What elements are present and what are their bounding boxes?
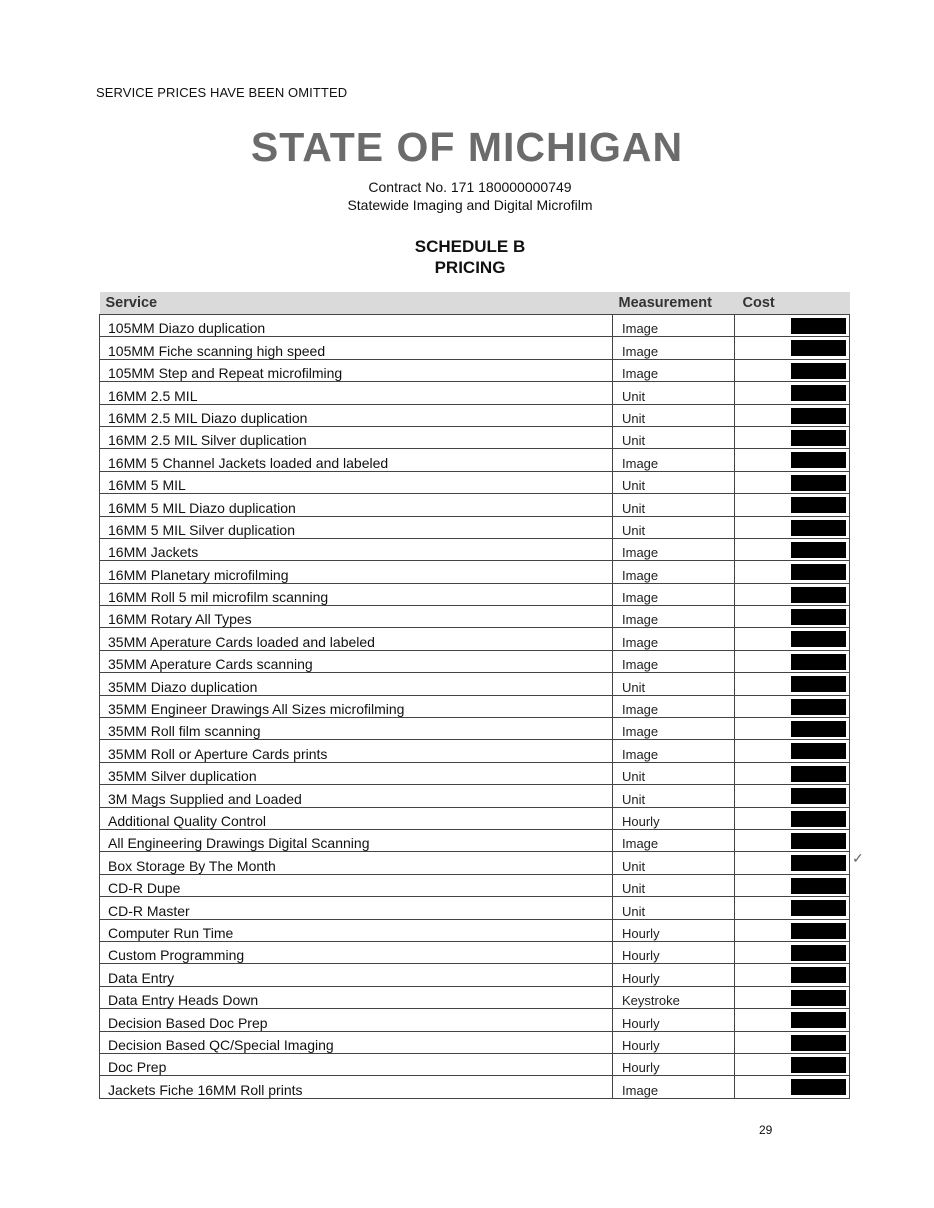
service-cell: Additional Quality Control (100, 807, 613, 829)
cost-cell (735, 494, 850, 516)
cost-cell (735, 718, 850, 740)
cost-cell (735, 315, 850, 337)
service-cell: Doc Prep (100, 1053, 613, 1075)
service-cell: 16MM 5 MIL (100, 471, 613, 493)
redaction-block (791, 631, 846, 647)
service-cell: Data Entry (100, 964, 613, 986)
measurement-cell: Image (613, 359, 735, 381)
redaction-block (791, 923, 846, 939)
redaction-block (791, 676, 846, 692)
table-row (100, 718, 850, 740)
cost-cell (735, 337, 850, 359)
service-cell: 35MM Engineer Drawings All Sizes microfilming (100, 695, 613, 717)
cost-cell (735, 359, 850, 381)
redaction-block (791, 766, 846, 782)
service-cell: 16MM Roll 5 mil microfilm scanning (100, 583, 613, 605)
redaction-block (791, 878, 846, 894)
redaction-block (791, 833, 846, 849)
cost-cell (735, 382, 850, 404)
measurement-cell: Hourly (613, 964, 735, 986)
cost-cell (735, 606, 850, 628)
measurement-cell: Image (613, 337, 735, 359)
contract-subtitle: Statewide Imaging and Digital Microfilm (347, 197, 593, 213)
measurement-cell: Unit (613, 874, 735, 896)
service-cell: All Engineering Drawings Digital Scanning (100, 829, 613, 851)
table-row (100, 785, 850, 807)
redaction-block (791, 855, 846, 871)
redaction-block (791, 967, 846, 983)
table-header-row (100, 292, 850, 315)
table-row (100, 516, 850, 538)
table-row (100, 695, 850, 717)
redaction-block (791, 1035, 846, 1051)
cost-cell (735, 852, 850, 874)
redaction-block (791, 520, 846, 536)
pricing-table (99, 292, 850, 1099)
service-cell: 16MM 2.5 MIL (100, 382, 613, 404)
service-cell: Computer Run Time (100, 919, 613, 941)
measurement-cell: Hourly (613, 1053, 735, 1075)
service-cell: 16MM 2.5 MIL Silver duplication (100, 426, 613, 448)
table-row (100, 561, 850, 583)
service-cell: Box Storage By The Month (100, 852, 613, 874)
table-row (100, 673, 850, 695)
table-row (100, 897, 850, 919)
cost-cell (735, 1009, 850, 1031)
redaction-block (791, 497, 846, 513)
service-cell: Decision Based Doc Prep (100, 1009, 613, 1031)
redaction-block (791, 587, 846, 603)
table-row (100, 874, 850, 896)
redaction-block (791, 408, 846, 424)
cost-cell (735, 1053, 850, 1075)
cost-cell (735, 807, 850, 829)
cost-cell (735, 1076, 850, 1098)
table-row (100, 606, 850, 628)
redaction-block (791, 340, 846, 356)
cost-cell (735, 695, 850, 717)
measurement-cell: Unit (613, 426, 735, 448)
measurement-cell: Image (613, 449, 735, 471)
measurement-cell: Unit (613, 762, 735, 784)
table-row (100, 494, 850, 516)
cost-cell (735, 941, 850, 963)
column-header-measurement: Measurement (613, 292, 735, 315)
table-row (100, 471, 850, 493)
table-row (100, 919, 850, 941)
service-cell: 3M Mags Supplied and Loaded (100, 785, 613, 807)
redaction-block (791, 788, 846, 804)
cost-cell (735, 919, 850, 941)
contract-info (0, 178, 934, 214)
table-body (100, 315, 850, 1099)
measurement-cell: Image (613, 695, 735, 717)
measurement-cell: Hourly (613, 941, 735, 963)
redaction-block (791, 452, 846, 468)
page-number: 29 (759, 1123, 773, 1137)
omission-notice: SERVICE PRICES HAVE BEEN OMITTED (96, 85, 348, 100)
redaction-block (791, 1012, 846, 1028)
measurement-cell: Keystroke (613, 986, 735, 1008)
table-row (100, 382, 850, 404)
service-cell: 35MM Diazo duplication (100, 673, 613, 695)
service-cell: 16MM 5 Channel Jackets loaded and labeled (100, 449, 613, 471)
measurement-cell: Image (613, 583, 735, 605)
service-cell: 16MM 5 MIL Diazo duplication (100, 494, 613, 516)
cost-cell (735, 404, 850, 426)
redaction-block (791, 475, 846, 491)
measurement-cell: Image (613, 650, 735, 672)
redaction-block (791, 721, 846, 737)
table-row (100, 986, 850, 1008)
service-cell: 105MM Step and Repeat microfilming (100, 359, 613, 381)
cost-cell (735, 650, 850, 672)
measurement-cell: Image (613, 561, 735, 583)
table-row (100, 1053, 850, 1075)
table-row (100, 1031, 850, 1053)
column-header-service: Service (100, 292, 613, 315)
redaction-block (791, 609, 846, 625)
redaction-block (791, 654, 846, 670)
cost-cell (735, 516, 850, 538)
cost-cell (735, 538, 850, 560)
redaction-block (791, 564, 846, 580)
redaction-block (791, 363, 846, 379)
measurement-cell: Image (613, 538, 735, 560)
service-cell: CD-R Master (100, 897, 613, 919)
service-cell: 35MM Silver duplication (100, 762, 613, 784)
table-row (100, 852, 850, 874)
table-row (100, 1009, 850, 1031)
cost-cell (735, 897, 850, 919)
redaction-block (791, 1079, 846, 1095)
cost-cell (735, 785, 850, 807)
checkmark-annotation: ✓ (852, 850, 864, 866)
measurement-cell: Unit (613, 471, 735, 493)
schedule-heading (0, 236, 934, 278)
service-cell: 35MM Roll film scanning (100, 718, 613, 740)
measurement-cell: Hourly (613, 919, 735, 941)
measurement-cell: Unit (613, 673, 735, 695)
table-row (100, 337, 850, 359)
measurement-cell: Image (613, 1076, 735, 1098)
cost-cell (735, 673, 850, 695)
service-cell: Data Entry Heads Down (100, 986, 613, 1008)
measurement-cell: Hourly (613, 1009, 735, 1031)
table-row (100, 315, 850, 337)
measurement-cell: Unit (613, 785, 735, 807)
schedule-label: SCHEDULE B (414, 237, 526, 256)
measurement-cell: Image (613, 829, 735, 851)
measurement-cell: Image (613, 740, 735, 762)
redaction-block (791, 318, 846, 334)
table-row (100, 359, 850, 381)
measurement-cell: Unit (613, 897, 735, 919)
table-row (100, 807, 850, 829)
pricing-label: PRICING (434, 258, 506, 277)
service-cell: 16MM Rotary All Types (100, 606, 613, 628)
cost-cell (735, 964, 850, 986)
measurement-cell: Image (613, 718, 735, 740)
measurement-cell: Image (613, 315, 735, 337)
service-cell: 16MM 2.5 MIL Diazo duplication (100, 404, 613, 426)
table-row (100, 941, 850, 963)
cost-cell (735, 426, 850, 448)
cost-cell (735, 583, 850, 605)
table-row (100, 426, 850, 448)
measurement-cell: Image (613, 628, 735, 650)
cost-cell (735, 1031, 850, 1053)
cost-cell (735, 986, 850, 1008)
redaction-block (791, 699, 846, 715)
service-cell: 16MM Jackets (100, 538, 613, 560)
redaction-block (791, 900, 846, 916)
measurement-cell: Hourly (613, 807, 735, 829)
contract-number: Contract No. 171 180000000749 (368, 179, 572, 195)
redaction-block (791, 1057, 846, 1073)
redaction-block (791, 542, 846, 558)
service-cell: 35MM Roll or Aperture Cards prints (100, 740, 613, 762)
redaction-block (791, 743, 846, 759)
measurement-cell: Unit (613, 382, 735, 404)
cost-cell (735, 874, 850, 896)
table-row (100, 650, 850, 672)
redaction-block (791, 430, 846, 446)
redaction-block (791, 385, 846, 401)
cost-cell (735, 740, 850, 762)
service-cell: 16MM Planetary microfilming (100, 561, 613, 583)
cost-cell (735, 449, 850, 471)
service-cell: Custom Programming (100, 941, 613, 963)
table-row (100, 583, 850, 605)
service-cell: 105MM Diazo duplication (100, 315, 613, 337)
cost-cell (735, 561, 850, 583)
table-row (100, 829, 850, 851)
measurement-cell: Unit (613, 404, 735, 426)
cost-cell (735, 829, 850, 851)
column-header-cost: Cost (735, 292, 850, 315)
table-row (100, 628, 850, 650)
service-cell: 105MM Fiche scanning high speed (100, 337, 613, 359)
service-cell: Decision Based QC/Special Imaging (100, 1031, 613, 1053)
cost-cell (735, 628, 850, 650)
cost-cell (735, 762, 850, 784)
table-row (100, 538, 850, 560)
table-row (100, 1076, 850, 1098)
table-row (100, 740, 850, 762)
redaction-block (791, 945, 846, 961)
service-cell: CD-R Dupe (100, 874, 613, 896)
table-row (100, 404, 850, 426)
measurement-cell: Unit (613, 516, 735, 538)
measurement-cell: Unit (613, 494, 735, 516)
redaction-block (791, 990, 846, 1006)
redaction-block (791, 811, 846, 827)
service-cell: Jackets Fiche 16MM Roll prints (100, 1076, 613, 1098)
document-title: STATE OF MICHIGAN (250, 124, 684, 170)
service-cell: 16MM 5 MIL Silver duplication (100, 516, 613, 538)
service-cell: 35MM Aperature Cards loaded and labeled (100, 628, 613, 650)
table-row (100, 964, 850, 986)
measurement-cell: Hourly (613, 1031, 735, 1053)
table-row (100, 762, 850, 784)
service-cell: 35MM Aperature Cards scanning (100, 650, 613, 672)
measurement-cell: Image (613, 606, 735, 628)
table-row (100, 449, 850, 471)
measurement-cell: Unit (613, 852, 735, 874)
cost-cell (735, 471, 850, 493)
